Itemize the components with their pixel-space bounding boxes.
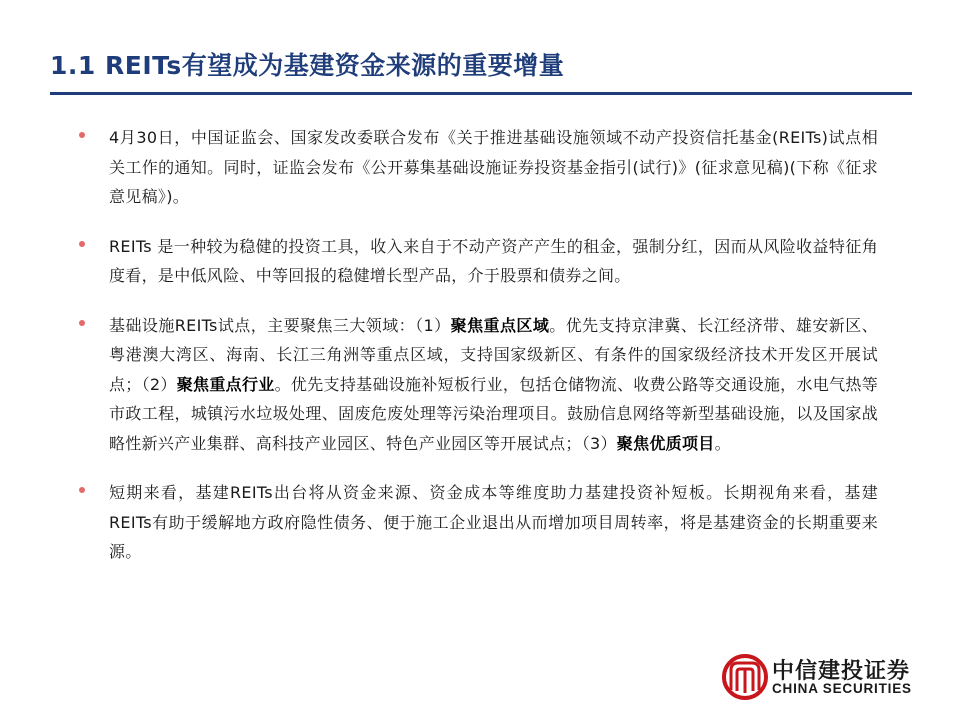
company-logo-icon	[722, 652, 768, 702]
bullet-text	[109, 311, 878, 459]
bullet-item	[78, 311, 878, 459]
bullet-item	[78, 123, 878, 212]
bullet-item	[78, 478, 878, 567]
text-segment: 基础设施REITs试点，主要聚焦三大领域：（1）	[109, 315, 451, 335]
page-title: 1.1 REITs有望成为基建资金来源的重要增量	[50, 51, 565, 80]
bullet-item	[78, 232, 878, 291]
bullet-text: 4月30日，中国证监会、国家发改委联合发布《关于推进基础设施领域不动产投资信托基金(REITs)试点相关工作的通知。同时，证监会发布《公开募集基础设施证券投资基金指引(试行)》(征求意见稿)(下称《征求意见稿》)。	[109, 128, 878, 206]
bullet-dot-icon	[79, 320, 85, 326]
bullet-dot-icon	[79, 132, 85, 138]
bold-key-industry: 聚焦重点行业	[176, 374, 275, 394]
logo-name-cn: 中信建投证券	[772, 659, 911, 684]
company-logo	[722, 652, 922, 704]
bullet-list	[78, 123, 878, 587]
logo-name-en: CHINA SECURITIES	[772, 681, 912, 696]
bullet-dot-icon	[79, 487, 85, 493]
bold-key-project: 聚焦优质项目	[616, 433, 715, 453]
text-segment: 。	[714, 433, 731, 453]
text-segment: 。优先支持京津冀、长江经济带、雄安新区、粤港澳大湾区、海南、长江三角洲等重点区域，支持国家级新区、有条件的国家级经济技术开发区开展试点；（2）	[109, 315, 878, 394]
title-divider	[50, 92, 912, 95]
bullet-text: REITs 是一种较为稳健的投资工具，收入来自于不动产资产产生的租金，强制分红，因而从风险收益特征角度看，是中低风险、中等回报的稳健增长型产品，介于股票和债券之间。	[109, 236, 878, 285]
text-segment: 。优先支持基础设施补短板行业，包括仓储物流、收费公路等交通设施，水电气热等市政工程，城镇污水垃圾处理、固废危废处理等污染治理项目。鼓励信息网络等新型基础设施，以及国家战略性新兴产业集群、高科技产业园区、特色产业园区等开展试点；（3）	[109, 374, 878, 453]
bullet-dot-icon	[79, 241, 85, 247]
bullet-text: 短期来看，基建REITs出台将从资金来源、资金成本等维度助力基建投资补短板。长期视角来看，基建REITs有助于缓解地方政府隐性债务、便于施工企业退出从而增加项目周转率，将是基建资金的长期重要来源。	[109, 483, 878, 561]
bold-key-region: 聚焦重点区域	[450, 315, 550, 335]
